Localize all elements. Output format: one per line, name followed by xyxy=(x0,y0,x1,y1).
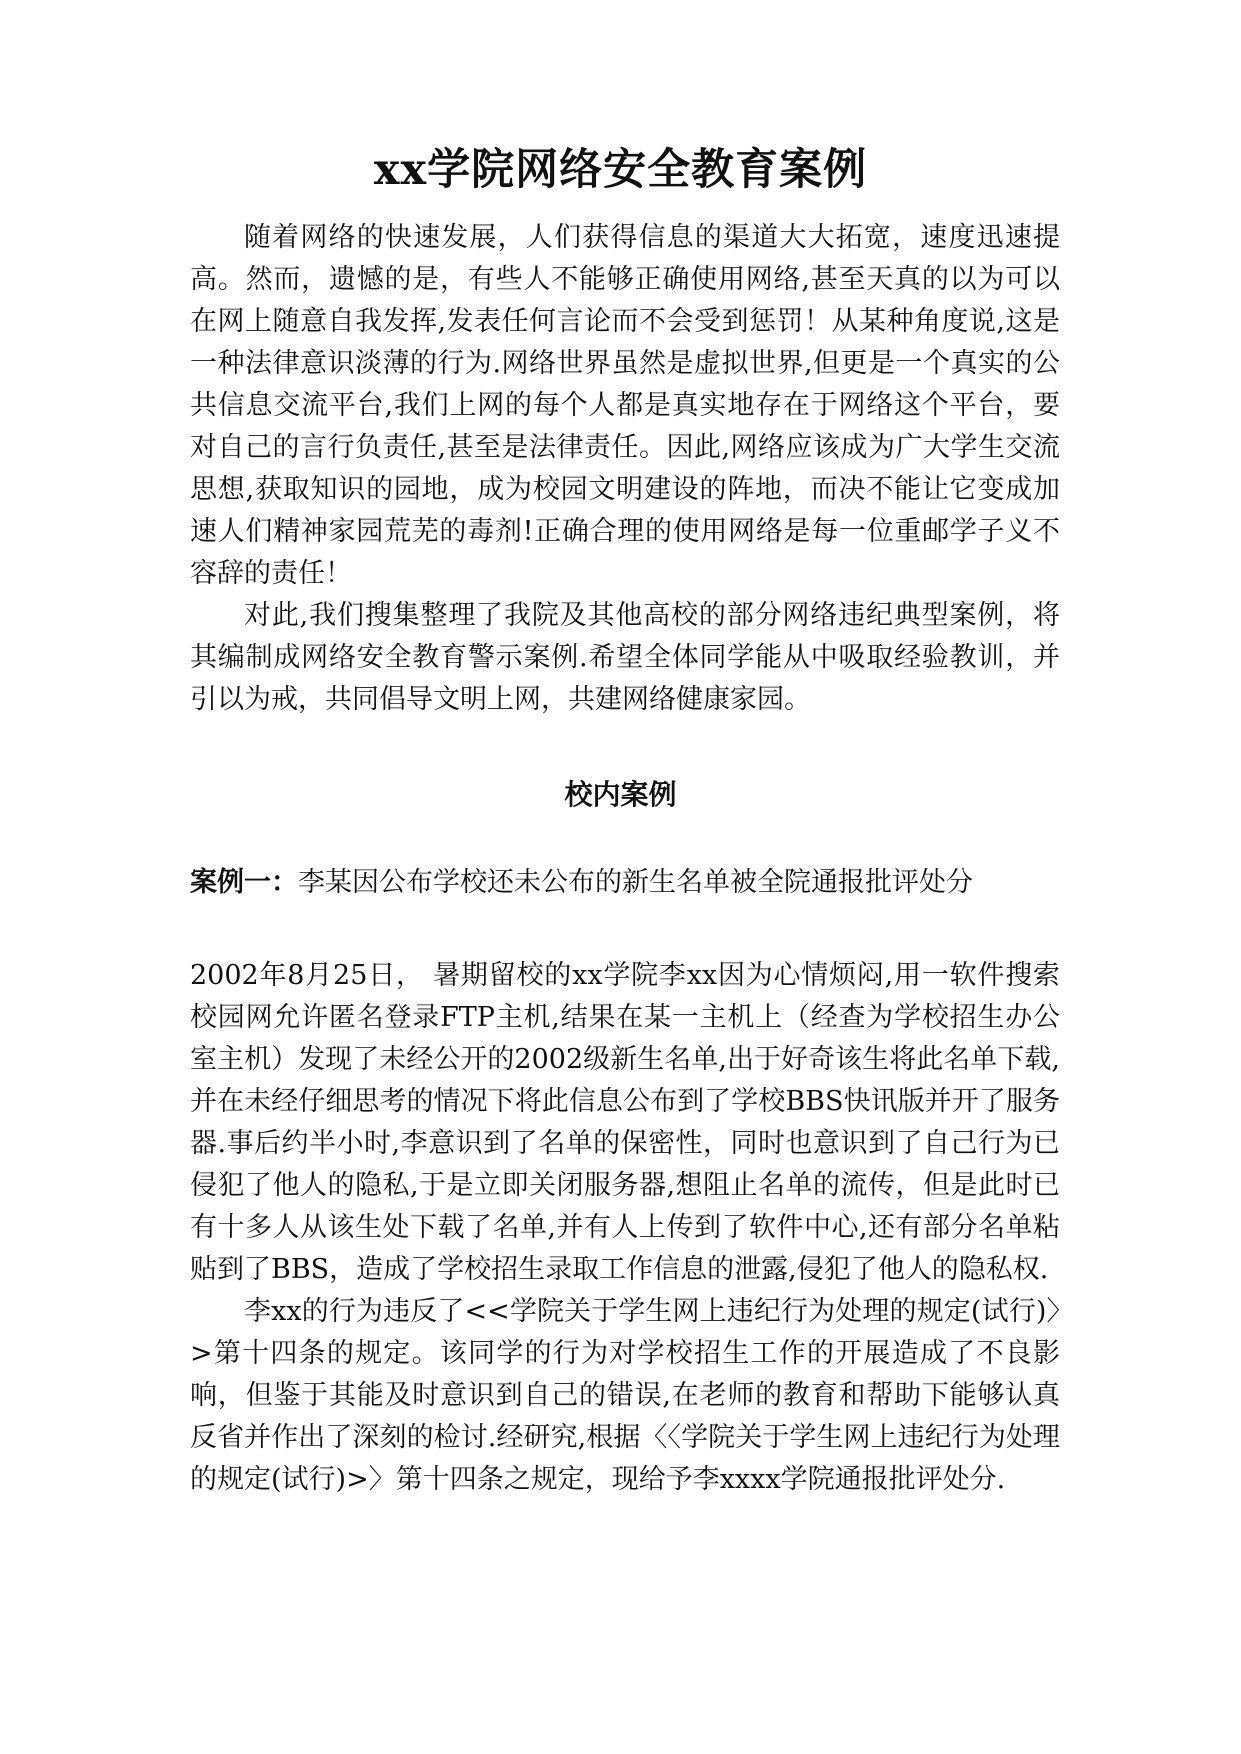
case-1-paragraph-1: 2002年8月25日， 暑期留校的xx学院李xx因为心情烦闷,用一软件搜索校园网允许匿名登录FTP主机,结果在某一主机上（经查为学校招生办公室主机）发现了未经公开的2002级新生名单,出于好奇该生将此名单下载,并在未经仔细思考的情况下将此信息公布到了学校BBS快讯版并开了服务器.事后约半小时,李意识到了名单的保密性，同时也意识到了自己行为已侵犯了他人的隐私,于是立即关闭服务器,想阻止名单的流传，但是此时已有十多人从该生处下载了名单,并有人上传到了软件中心,还有部分名单粘贴到了BBS，造成了学校招生录取工作信息的泄露,侵犯了他人的隐私权. xyxy=(190,960,1060,1285)
intro-paragraph-1: 随着网络的快速发展，人们获得信息的渠道大大拓宽，速度迅速提高。然而，遗憾的是，有些人不能够正确使用网络,甚至天真的以为可以在网上随意自我发挥,发表任何言论而不会受到惩罚！从某种角度说,这是一种法律意识淡薄的行为.网络世界虽然是虚拟世界,但更是一个真实的公共信息交流平台,我们上网的每个人都是真实地存在于网络这个平台，要对自己的言行负责任,甚至是法律责任。因此,网络应该成为广大学生交流思想,获取知识的园地，成为校园文明建设的阵地，而决不能让它变成加速人们精神家园荒芜的毒剂!正确合理的使用网络是每一位重邮学子义不容辞的责任！ xyxy=(190,222,1060,589)
case-1-label: 案例一： xyxy=(190,867,298,898)
case-1-title xyxy=(190,863,1090,903)
intro-section xyxy=(190,217,1060,721)
case-1-paragraph-2: 李xx的行为违反了<<学院关于学生网上违纪行为处理的规定(试行)〉>第十四条的规定。该同学的行为对学校招生工作的开展造成了不良影响，但鉴于其能及时意识到自己的错误,在老师的教育和帮助下能够认真反省并作出了深刻的检讨.经研究,根据〈〈学院关于学生网上违纪行为处理的规定(试行)>〉第十四条之规定，现给予李xxxx学院通报批评处分. xyxy=(190,1296,1060,1495)
case-1-body xyxy=(190,955,1060,1501)
document-title: xx学院网络安全教育案例 xyxy=(373,145,868,195)
case-1-title-text: 李某因公布学校还未公布的新生名单被全院通报批评处分 xyxy=(298,867,973,898)
section-heading: 校内案例 xyxy=(564,778,677,811)
intro-paragraph-2: 对此,我们搜集整理了我院及其他高校的部分网络违纪典型案例，将其编制成网络安全教育警示案例.希望全体同学能从中吸取经验教训，并引以为戒，共同倡导文明上网，共建网络健康家园。 xyxy=(190,600,1060,715)
